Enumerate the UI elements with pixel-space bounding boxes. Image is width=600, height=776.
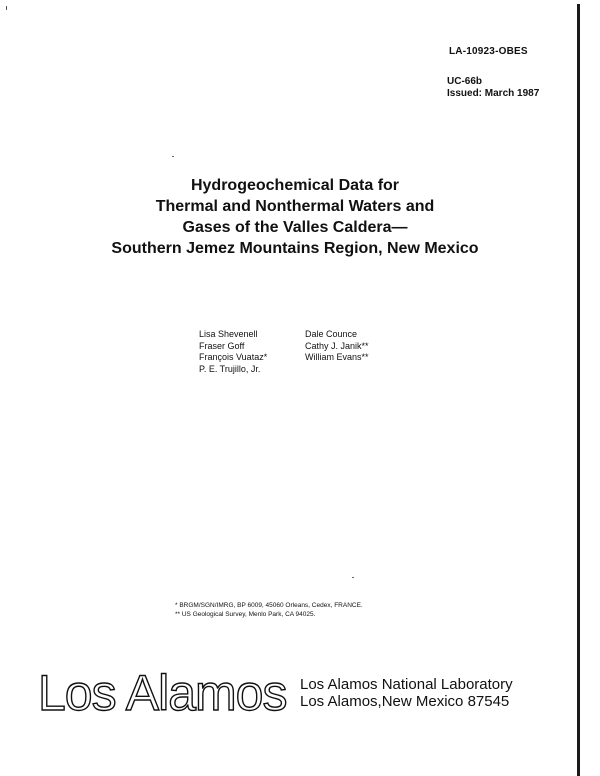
author-name: William Evans** <box>305 352 369 362</box>
report-number: LA-10923-OBES <box>449 46 528 57</box>
author-name: Cathy J. Janik** <box>305 340 369 351</box>
title-line: Thermal and Nonthermal Waters and <box>155 198 435 215</box>
author-name: Dale Counce <box>305 329 358 339</box>
author-name: François Vuataz* <box>199 352 268 362</box>
scan-mark <box>6 6 7 10</box>
author-name: Lisa Shevenell <box>199 329 258 339</box>
author-list-left <box>199 329 267 375</box>
scan-speck <box>352 577 354 578</box>
issued-date: Issued: March 1987 <box>447 88 540 99</box>
laboratory-location-line: Los Alamos,New Mexico 87545 <box>300 693 510 710</box>
laboratory-name-line: Los Alamos National Laboratory <box>300 676 513 693</box>
los-alamos-logo: Los Alamos <box>38 665 287 721</box>
author-name: P. E. Trujillo, Jr. <box>199 363 261 374</box>
document-title <box>60 175 530 259</box>
title-line: Hydrogeochemical Data for <box>190 177 400 194</box>
author-name: Fraser Goff <box>199 340 245 351</box>
footnote: * BRGM/SGN/IMRG, BP 6009, 45060 Orleans, Cedex, FRANCE. <box>175 602 363 609</box>
laboratory-name <box>300 676 513 710</box>
scan-speck <box>172 156 174 157</box>
title-line: Gases of the Valles Caldera— <box>182 219 408 236</box>
footnote: ** US Geological Survey, Menlo Park, CA 94025. <box>175 610 316 618</box>
author-list-right <box>305 329 369 364</box>
title-line: Southern Jemez Mountains Region, New Mexico <box>111 240 479 257</box>
affiliation-footnotes <box>175 602 363 619</box>
distribution-category: UC-66b <box>447 76 483 87</box>
page-edge-line <box>577 6 580 776</box>
